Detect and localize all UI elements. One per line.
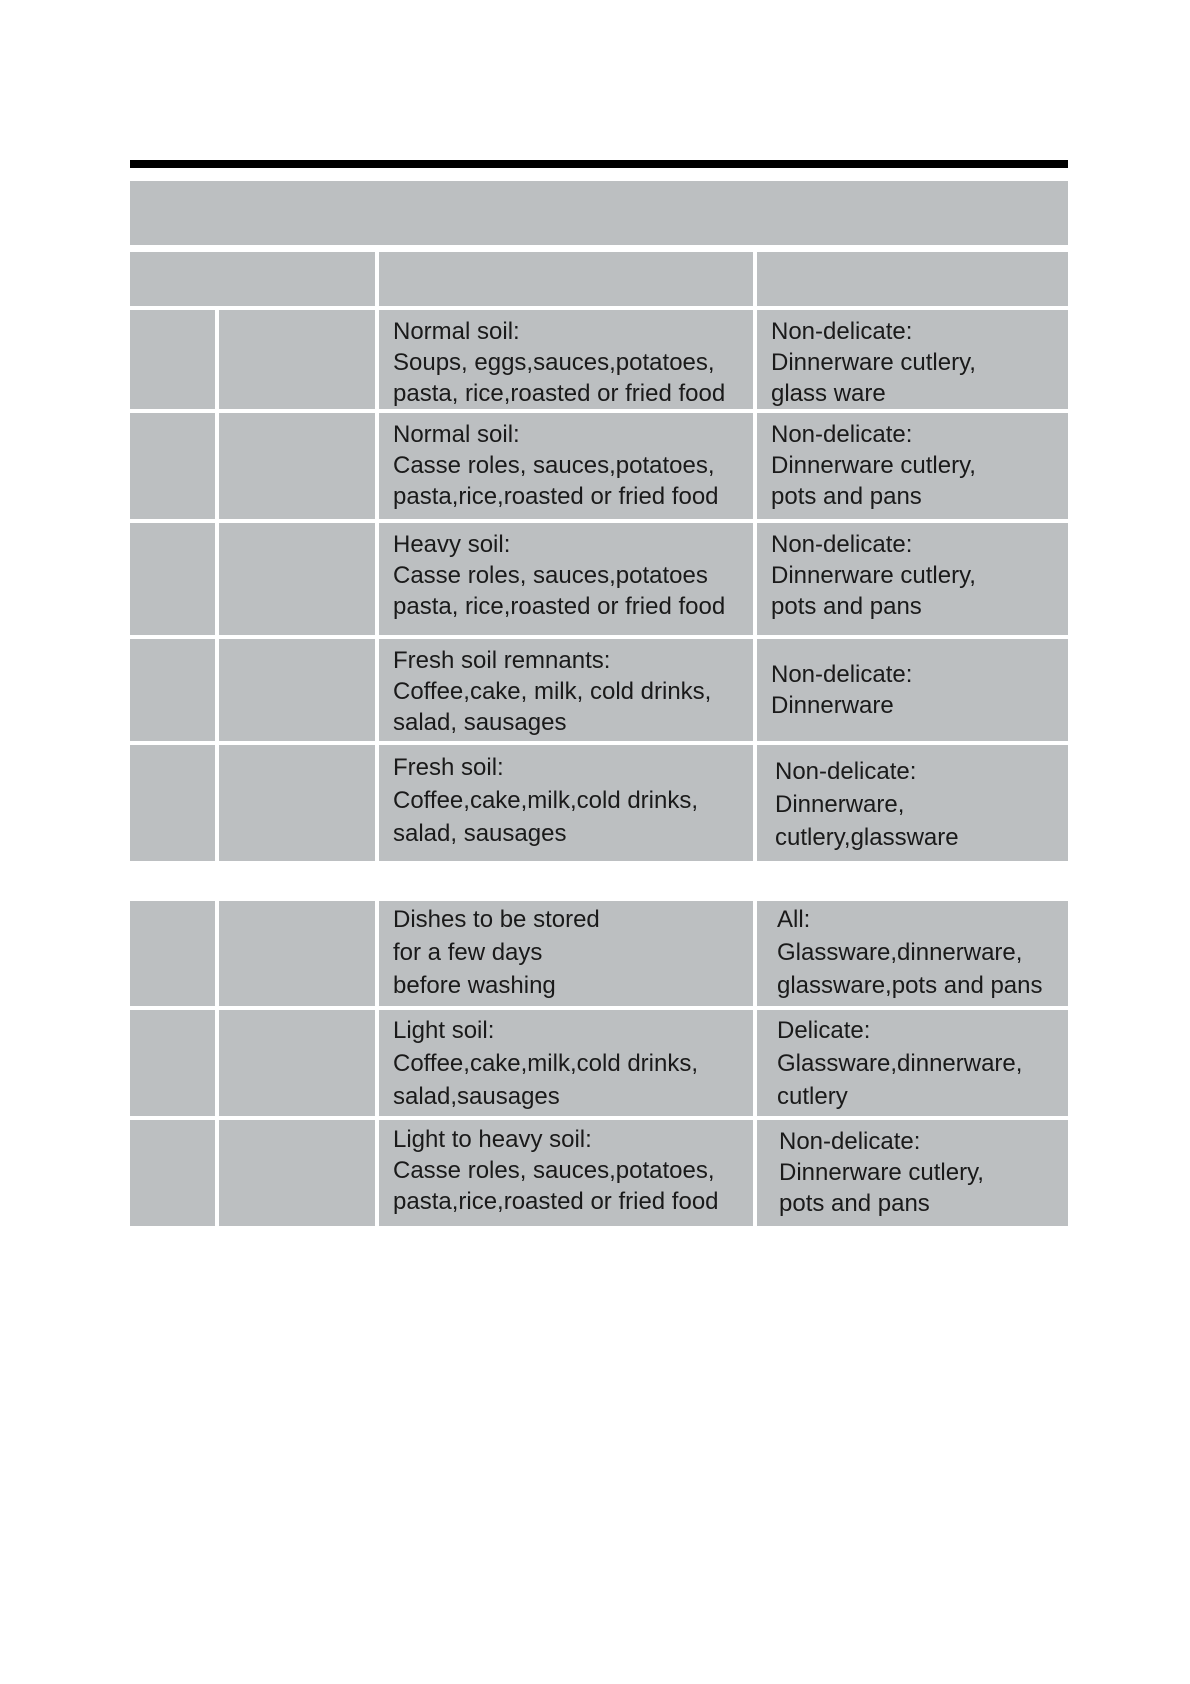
table-row-7-symbol: [130, 1010, 215, 1116]
soil-line: Casse roles, sauces,potatoes,: [393, 452, 715, 479]
dishes-line: glass ware: [771, 380, 886, 407]
table-row-4-symbol: [130, 639, 215, 741]
table-row-1-dishes: [757, 310, 1068, 409]
soil-line: pasta, rice,roasted or fried food: [393, 380, 726, 407]
soil-line: pasta, rice,roasted or fried food: [393, 593, 726, 620]
table-row-8-soil: [379, 1120, 753, 1226]
header-cell-program: [130, 252, 375, 306]
table-row-2-symbol: [130, 413, 215, 519]
table-row-1-symbol: [130, 310, 215, 409]
dishes-line: Glassware,dinnerware,: [777, 1050, 1023, 1077]
soil-line: salad,sausages: [393, 1083, 560, 1110]
dishes-line: Non-delicate:: [771, 531, 913, 558]
table-row-1-soil: [379, 310, 753, 409]
table-row-3-symbol: [130, 523, 215, 635]
table-row-8-symbol: [130, 1120, 215, 1226]
soil-line: Soups, eggs,sauces,potatoes,: [393, 349, 715, 376]
dishes-line: Dinnerware cutlery,: [771, 349, 976, 376]
table-row-6-dishes: [757, 901, 1068, 1006]
dishes-line: Delicate:: [777, 1017, 871, 1044]
table-row-6-symbol: [130, 901, 215, 1006]
soil-line: Coffee,cake,milk,cold drinks,: [393, 1050, 699, 1077]
soil-line: salad, sausages: [393, 820, 567, 847]
table-row-1-program: [219, 310, 375, 409]
dishes-line: Dinnerware cutlery,: [771, 452, 976, 479]
table-row-5-soil: [379, 745, 753, 861]
soil-line: pasta,rice,roasted or fried food: [393, 483, 719, 510]
table-row-3-dishes: [757, 523, 1068, 635]
top-rule: [130, 160, 1068, 168]
dishes-line: glassware,pots and pans: [777, 972, 1043, 999]
table-row-5-dishes: [757, 745, 1068, 861]
dishes-line: Dinnerware cutlery,: [779, 1159, 984, 1186]
dishes-line: pots and pans: [771, 593, 922, 620]
soil-line: Normal soil:: [393, 318, 520, 345]
soil-line: Fresh soil:: [393, 754, 504, 781]
table-row-4-dishes: [757, 639, 1068, 741]
soil-line: Casse roles, sauces,potatoes: [393, 562, 708, 589]
dishes-line: Non-delicate:: [775, 758, 917, 785]
table-row-5-symbol: [130, 745, 215, 861]
table-row-2-dishes: [757, 413, 1068, 519]
dishes-line: pots and pans: [779, 1190, 930, 1217]
soil-line: Light soil:: [393, 1017, 495, 1044]
table-title-band: [130, 181, 1068, 245]
soil-line: Heavy soil:: [393, 531, 511, 558]
table-row-5-program: [219, 745, 375, 861]
table-row-7-dishes: [757, 1010, 1068, 1116]
dishes-line: All:: [777, 906, 811, 933]
header-cell-dishes: [757, 252, 1068, 306]
dishes-line: Non-delicate:: [771, 318, 913, 345]
table-row-2-soil: [379, 413, 753, 519]
dishes-line: Non-delicate:: [771, 661, 913, 688]
soil-line: Dishes to be stored: [393, 906, 600, 933]
dishes-line: Glassware,dinnerware,: [777, 939, 1023, 966]
dishes-line: pots and pans: [771, 483, 922, 510]
table-row-8-dishes: [757, 1120, 1068, 1226]
soil-line: before washing: [393, 972, 556, 999]
table-row-3-program: [219, 523, 375, 635]
table-row-6-program: [219, 901, 375, 1006]
soil-line: Normal soil:: [393, 421, 520, 448]
soil-line: Coffee,cake, milk, cold drinks,: [393, 678, 712, 705]
soil-line: salad, sausages: [393, 709, 567, 736]
soil-line: Casse roles, sauces,potatoes,: [393, 1157, 715, 1184]
table-row-8-program: [219, 1120, 375, 1226]
dishes-line: Dinnerware,: [775, 791, 905, 818]
dishes-line: cutlery,glassware: [775, 824, 959, 851]
dishes-line: Non-delicate:: [771, 421, 913, 448]
dishes-line: Dinnerware cutlery,: [771, 562, 976, 589]
table-row-4-program: [219, 639, 375, 741]
header-cell-soil: [379, 252, 753, 306]
table-row-3-soil: [379, 523, 753, 635]
table-row-6-soil: [379, 901, 753, 1006]
table-row-7-program: [219, 1010, 375, 1116]
soil-line: pasta,rice,roasted or fried food: [393, 1188, 719, 1215]
soil-line: Light to heavy soil:: [393, 1126, 592, 1153]
dishes-line: Non-delicate:: [779, 1128, 921, 1155]
table-row-2-program: [219, 413, 375, 519]
soil-line: Coffee,cake,milk,cold drinks,: [393, 787, 699, 814]
soil-line: Fresh soil remnants:: [393, 647, 611, 674]
dishes-line: cutlery: [777, 1083, 848, 1110]
table-row-7-soil: [379, 1010, 753, 1116]
dishes-line: Dinnerware: [771, 692, 894, 719]
table-row-4-soil: [379, 639, 753, 741]
soil-line: for a few days: [393, 939, 543, 966]
